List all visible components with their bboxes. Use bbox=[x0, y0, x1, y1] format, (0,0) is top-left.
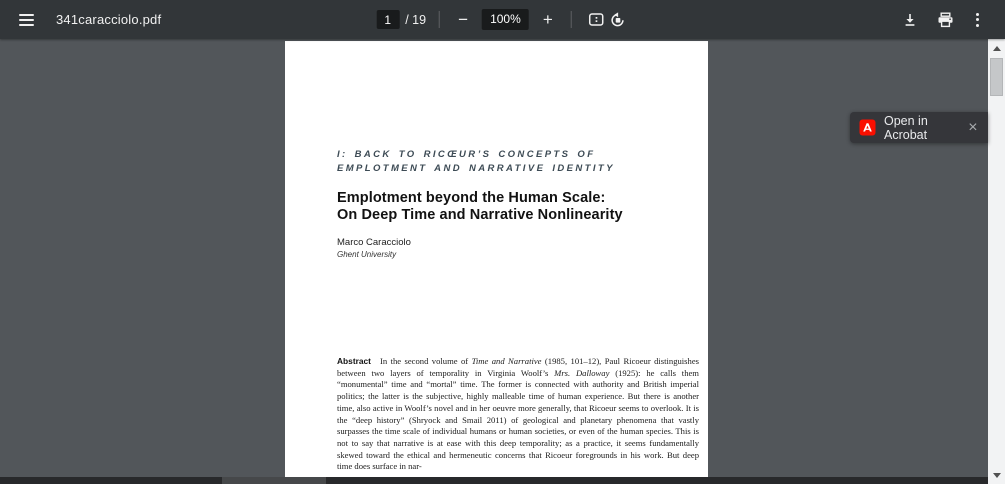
open-in-acrobat-toast[interactable] bbox=[850, 112, 988, 143]
scroll-up-arrow-icon bbox=[993, 46, 1001, 51]
kebab-icon bbox=[976, 13, 979, 16]
toast-close-button[interactable] bbox=[965, 120, 981, 136]
page-count-label: / 19 bbox=[405, 12, 427, 27]
pdf-toolbar bbox=[0, 0, 1005, 39]
print-icon bbox=[937, 12, 954, 28]
section-heading-line1: I: BACK TO RICŒUR’S CONCEPTS OF bbox=[337, 149, 596, 160]
download-icon bbox=[902, 12, 918, 28]
page-number-input[interactable] bbox=[376, 10, 399, 29]
section-heading-line2: EMPLOTMENT AND NARRATIVE IDENTITY bbox=[337, 163, 615, 174]
abstract-text: In the second volume of Time and Narrative (1985, 101–12), Paul Ricoeur distinguishes between two layers of temporality in Virginia Woolf’s Mrs. Dalloway (1925): he calls them “monumental” time and “mortal” time. The former is connected with authority and British imperial politics; the latter is the subjective, highly malleable time of human experience. But there is another time, also active in Woolf’s novel and in her oeuvre more generally, that Ricoeur seems to overlook. It is the “deep history” (Shryock and Smail 2011) of geological and planetary phenomena that vastly surpasses the time scale of individual humans or human societies, or even of the human species. This is not to say that narrative is at ease with this deep temporality; as a practice, it seems fundamentally skewed toward the ethical and hermeneutic concerns that Ricoeur foregrounds in his work. But deep time does surface in nar- bbox=[337, 356, 699, 472]
more-options-button[interactable] bbox=[969, 9, 985, 31]
scroll-down-button[interactable] bbox=[988, 467, 1005, 483]
author-name: Marco Caracciolo bbox=[337, 237, 411, 248]
author-affiliation: Ghent University bbox=[337, 250, 397, 259]
horizontal-scrollbar-thumb[interactable] bbox=[222, 477, 326, 484]
zoom-out-button[interactable]: − bbox=[453, 8, 473, 32]
fit-page-icon bbox=[588, 13, 603, 26]
article-title-line2: On Deep Time and Narrative Nonlinearity bbox=[337, 207, 623, 223]
print-button[interactable] bbox=[934, 8, 956, 32]
vertical-scrollbar[interactable] bbox=[988, 39, 1005, 484]
zoom-level-display: 100% bbox=[482, 9, 529, 30]
menu-button[interactable] bbox=[17, 12, 35, 28]
fit-page-button[interactable] bbox=[585, 8, 607, 32]
pdf-viewer-area bbox=[0, 39, 1005, 484]
article-title bbox=[337, 190, 623, 224]
toolbar-center-controls bbox=[376, 0, 629, 39]
zoom-in-button[interactable]: + bbox=[538, 8, 558, 32]
rotate-counterclockwise-icon bbox=[610, 12, 626, 28]
section-heading bbox=[337, 148, 615, 176]
document-filename: 341caracciolo.pdf bbox=[56, 12, 162, 27]
scroll-down-arrow-icon bbox=[993, 473, 1001, 478]
download-button[interactable] bbox=[899, 8, 921, 32]
scroll-up-button[interactable] bbox=[988, 40, 1005, 56]
hamburger-icon bbox=[19, 14, 34, 16]
close-icon: × bbox=[968, 118, 978, 136]
rotate-button[interactable] bbox=[607, 8, 629, 32]
abstract-paragraph bbox=[337, 356, 699, 473]
toolbar-divider bbox=[439, 11, 440, 28]
horizontal-scrollbar[interactable] bbox=[0, 477, 988, 484]
abstract-label: Abstract bbox=[337, 356, 371, 366]
toolbar-divider bbox=[571, 11, 572, 28]
vertical-scrollbar-thumb[interactable] bbox=[990, 58, 1003, 96]
toolbar-right-controls bbox=[899, 8, 1005, 32]
acrobat-logo-icon bbox=[859, 119, 876, 136]
open-in-acrobat-label: Open in Acrobat bbox=[884, 113, 928, 142]
pdf-page bbox=[285, 41, 708, 477]
article-title-line1: Emplotment beyond the Human Scale: bbox=[337, 190, 606, 206]
